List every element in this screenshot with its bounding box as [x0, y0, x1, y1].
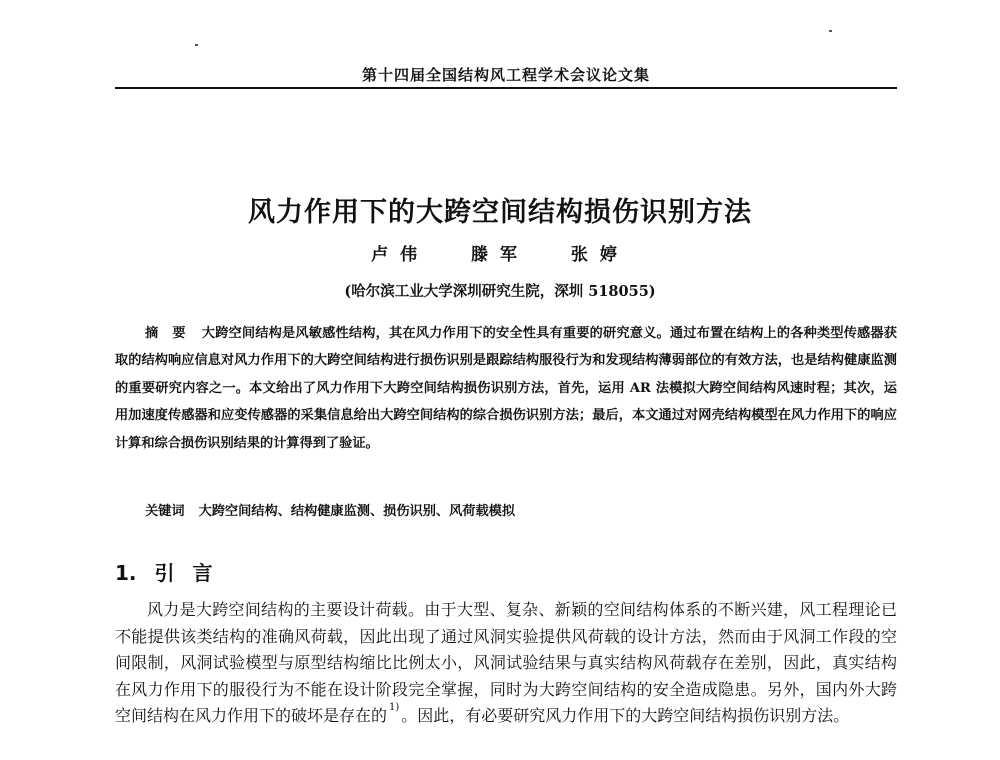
section-heading — [115, 557, 231, 586]
running-header: 第十四届全国结构风工程学术会议论文集 — [361, 66, 650, 84]
keywords-text: 大跨空间结构、结构健康监测、损伤识别、风荷载模拟 — [198, 504, 516, 519]
abstract-text: 大跨空间结构是风敏感性结构，其在风力作用下的安全性具有重要的研究意义。通过布置在结构上的各种类型传感器获取的结构响应信息对风力作用下的大跨空间结构进行损伤识别是跟踪结构服役行为和发现结构薄弱部位的有效方法，也是结构健康监测的重要研究内容之一。本文给出了风力作用下大跨空间结构损伤识别方法，首先，运用 AR 法模拟大跨空间结构风速时程；其次，运用加速度传感器和应变传感器的采集信息给出大跨空间结构的综合损伤识别方法；最后，本文通过对网壳结构模型在风力作用下的响应计算和综合损伤识别结果的计算得到了验证。 — [115, 326, 897, 451]
body-paragraph — [115, 597, 897, 730]
author-name: 卢伟 — [371, 245, 430, 265]
section-title: 引言 — [154, 561, 231, 585]
body-text: 风力是大跨空间结构的主要设计荷载。由于大型、复杂、新颖的空间结构体系的不断兴建，风工程理论已不能提供该类结构的准确风荷载，因此出现了通过风洞实验提供风荷载的设计方法，然而由于风洞工作段的空间限制，风洞试验模型与原型结构缩比比例太小，风洞试验结果与真实结构风荷载存在差别，因此，真实结构在风力作用下的服役行为不能在设计阶段完全掌握，同时为大跨空间结构的安全造成隐患。另外，国内外大跨空间结构在风力作用下的破坏是存在的 — [115, 600, 897, 725]
header-rule — [115, 87, 897, 89]
author-name: 张婷 — [570, 245, 629, 265]
scan-speck — [829, 30, 832, 32]
body-text-tail: 。因此，有必要研究风力作用下的大跨空间结构损伤识别方法。 — [401, 706, 850, 725]
affiliation: (哈尔滨工业大学深圳研究生院，深圳 518055) — [344, 283, 656, 300]
abstract-label: 摘要 — [145, 326, 200, 341]
author-name: 滕军 — [471, 245, 529, 265]
keywords — [145, 500, 897, 519]
reference-mark: 1) — [389, 702, 400, 713]
keywords-label: 关键词 — [145, 504, 185, 519]
paper-title: 风力作用下的大跨空间结构损伤识别方法 — [248, 197, 752, 228]
abstract — [115, 320, 897, 457]
scan-speck — [195, 44, 198, 46]
author-list — [0, 240, 1000, 265]
section-number: 1. — [115, 561, 137, 585]
